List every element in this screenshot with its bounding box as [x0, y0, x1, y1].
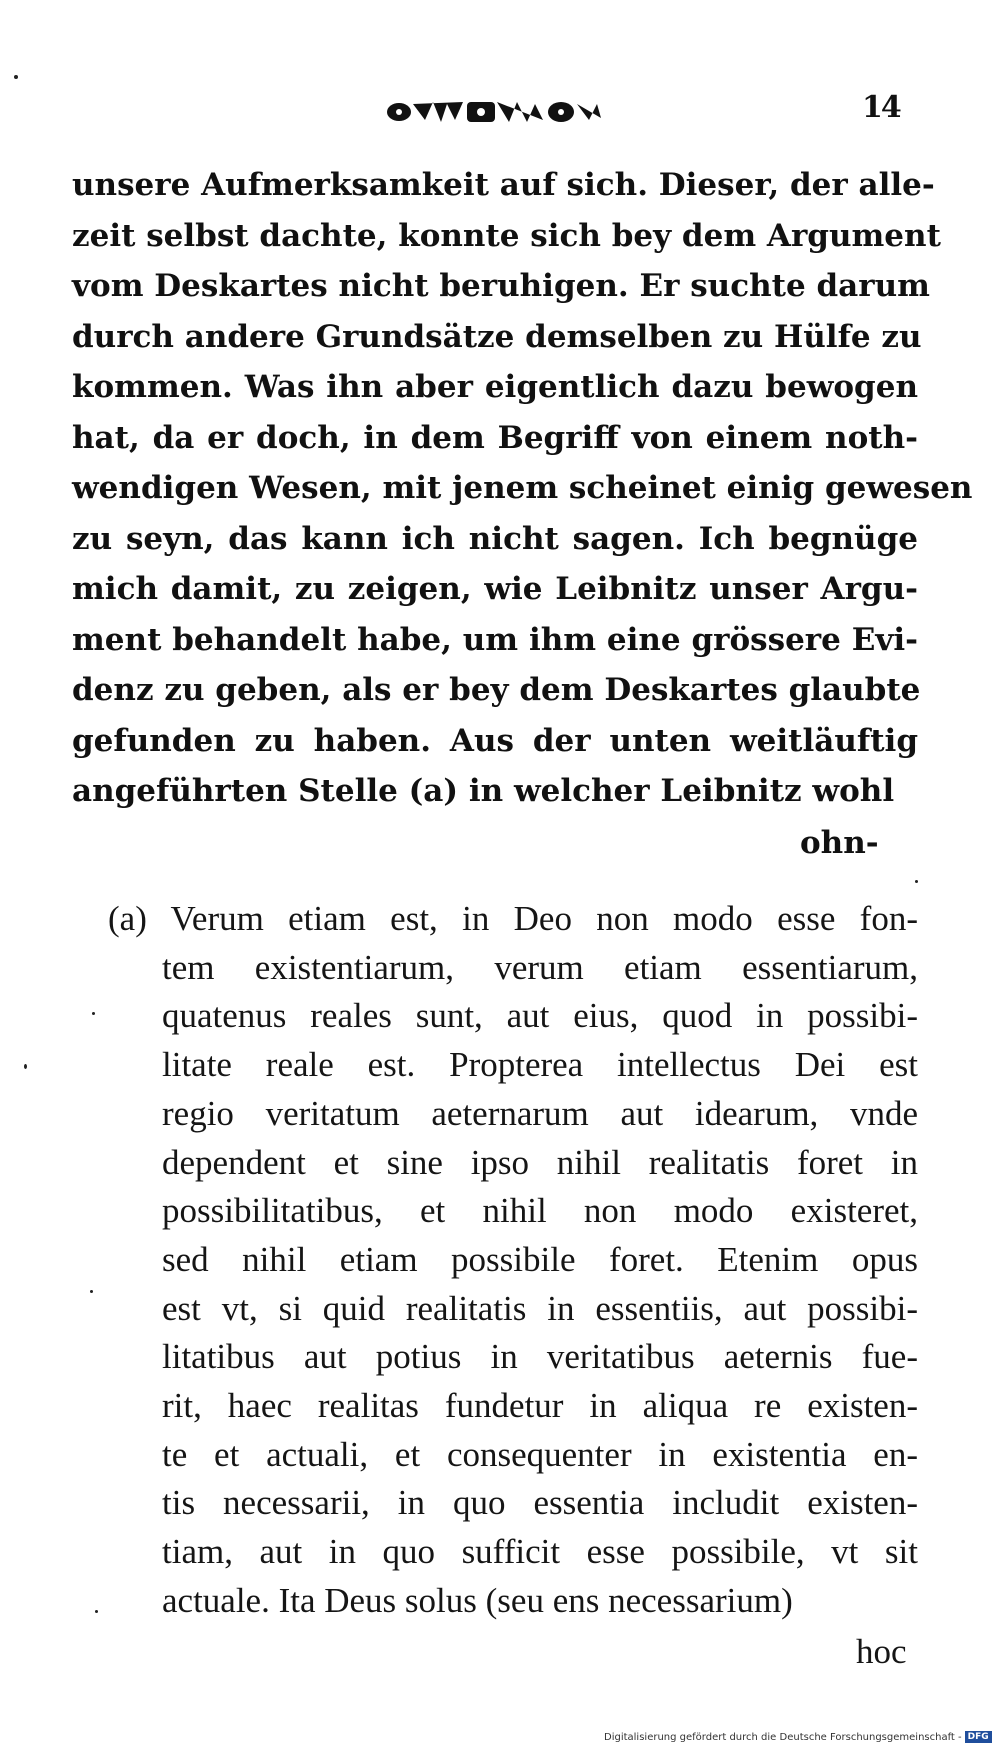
scan-speck [95, 1610, 98, 1613]
footnote-line: actuale. Ita Deus solus (seu ens necessarium) [162, 1580, 793, 1620]
footnote-line: te et actuali, et consequenter in existentia en- [162, 1434, 918, 1474]
text-line: zeit selbst dachte, konnte sich bey dem Argument [72, 217, 941, 254]
main-text-block [72, 160, 973, 817]
text-line: angeführten Stelle (a) in welcher Leibnitz wohl [72, 773, 895, 809]
footnote-line: litatibus aut potius in veritatibus aeternis fue- [162, 1337, 918, 1377]
footnote-line: rit, haec realitas fundetur in aliqua re existen- [162, 1386, 918, 1426]
footnote-line: (a) Verum etiam est, in Deo non modo esse fon- [108, 899, 918, 938]
footnote-line: est vt, si quid realitatis in essentiis, aut possibi- [162, 1288, 918, 1328]
scan-speck [14, 75, 18, 79]
footnote-line: possibilitatibus, et nihil non modo existeret, [162, 1191, 918, 1231]
footnote-line: litate reale est. Propterea intellectus Dei est [162, 1045, 918, 1085]
footnote-block [108, 895, 918, 1626]
text-line: vom Deskartes nicht beruhigen. Er suchte darum [72, 268, 930, 304]
footer-text: Digitalisierung gefördert durch die Deutsche Forschungsgemeinschaft - [604, 1732, 962, 1743]
text-line: unsere Aufmerksamkeit auf sich. Dieser, der alle- [72, 167, 935, 203]
page-header [0, 92, 1000, 132]
scan-speck [24, 1064, 27, 1069]
text-line: wendigen Wesen, mit jenem scheinet einig gewesen [72, 470, 973, 506]
text-line: denz zu geben, als er bey dem Deskartes glaubte [72, 672, 921, 708]
footnote-catchword: hoc [856, 1632, 907, 1671]
scan-speck [92, 1012, 95, 1015]
footnote-line: tem existentiarum, verum etiam essentiarum, [162, 947, 918, 987]
text-line: zu seyn, das kann ich nicht sagen. Ich begnüge [72, 520, 918, 557]
page-number: 14 [862, 90, 900, 125]
footnote-line: regio veritatum aeternarum aut idearum, vnde [162, 1093, 918, 1133]
text-line: ment behandelt habe, um ihm eine grössere Evi- [72, 621, 918, 658]
digitization-footer [604, 1731, 992, 1743]
footnote-line: tis necessarii, in quo essentia includit existen- [162, 1483, 918, 1523]
catchword: ohn- [800, 825, 879, 861]
text-line: mich damit, zu zeigen, wie Leibnitz unser Argu- [72, 571, 918, 607]
dfg-logo: DFG [965, 1731, 992, 1743]
scan-speck [915, 880, 918, 883]
text-line: hat, da er doch, in dem Begriff von einem noth- [72, 419, 918, 456]
text-line: kommen. Was ihn aber eigentlich dazu bewogen [72, 369, 918, 405]
footnote-line: tiam, aut in quo sufficit esse possibile, vt sit [162, 1532, 918, 1572]
ornament-header-icon [385, 92, 605, 130]
text-line: durch andere Grundsätze demselben zu Hülfe zu [72, 318, 922, 355]
footnote-line: quatenus reales sunt, aut eius, quod in possibi- [162, 996, 918, 1036]
text-line: gefunden zu haben. Aus der unten weitläuftig [72, 722, 918, 759]
footnote-line: sed nihil etiam possibile foret. Etenim opus [162, 1239, 918, 1279]
scan-speck [90, 1290, 93, 1293]
footnote-line: dependent et sine ipso nihil realitatis foret in [162, 1142, 918, 1182]
